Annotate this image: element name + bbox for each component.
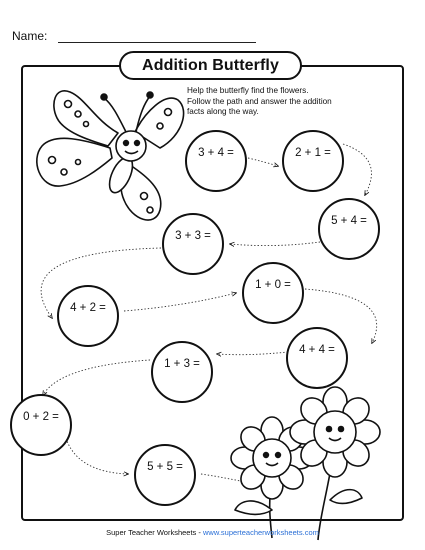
path-arrow: [343, 144, 371, 195]
addition-fact: 3 + 4 =: [198, 147, 234, 159]
addition-fact: 0 + 2 =: [23, 411, 59, 423]
path-arrow: [217, 352, 288, 355]
instruction-line: Follow the path and answer the addition: [187, 96, 332, 106]
path-arrow: [124, 293, 236, 311]
path-arrow: [230, 242, 320, 246]
fact-circle[interactable]: [57, 285, 119, 347]
fact-circle[interactable]: [318, 198, 380, 260]
footer-link[interactable]: www.superteacherworksheets.com: [202, 528, 319, 537]
path-arrow: [43, 360, 150, 395]
fact-circle[interactable]: [286, 327, 348, 389]
addition-fact: 1 + 0 =: [255, 279, 291, 291]
butterfly-illustration: [37, 91, 184, 220]
instruction-line: Help the butterfly find the flowers.: [187, 86, 309, 95]
footer-credit: Super Teacher Worksheets -: [106, 528, 203, 537]
fact-circle[interactable]: [282, 130, 344, 192]
fact-circle[interactable]: [151, 341, 213, 403]
fact-circle[interactable]: [10, 394, 72, 456]
addition-fact: 2 + 1 =: [295, 147, 331, 159]
fact-circle[interactable]: [134, 444, 196, 506]
addition-fact: 1 + 3 =: [164, 358, 200, 370]
footer: [0, 528, 425, 537]
fact-circle[interactable]: [185, 130, 247, 192]
instruction-line: facts along the way.: [187, 107, 259, 116]
path-arrow: [65, 435, 128, 474]
addition-fact: 5 + 4 =: [331, 215, 367, 227]
addition-fact: 3 + 3 =: [175, 230, 211, 242]
page-title: Addition Butterfly: [142, 56, 279, 74]
addition-fact: 5 + 5 =: [147, 461, 183, 473]
fact-circle[interactable]: [162, 213, 224, 275]
addition-fact: 4 + 4 =: [299, 344, 335, 356]
path-arrow: [248, 158, 278, 166]
addition-fact: 4 + 2 =: [70, 302, 106, 314]
name-label: Name:: [12, 29, 48, 43]
fact-circle[interactable]: [242, 262, 304, 324]
flowers-illustration: [231, 387, 380, 540]
